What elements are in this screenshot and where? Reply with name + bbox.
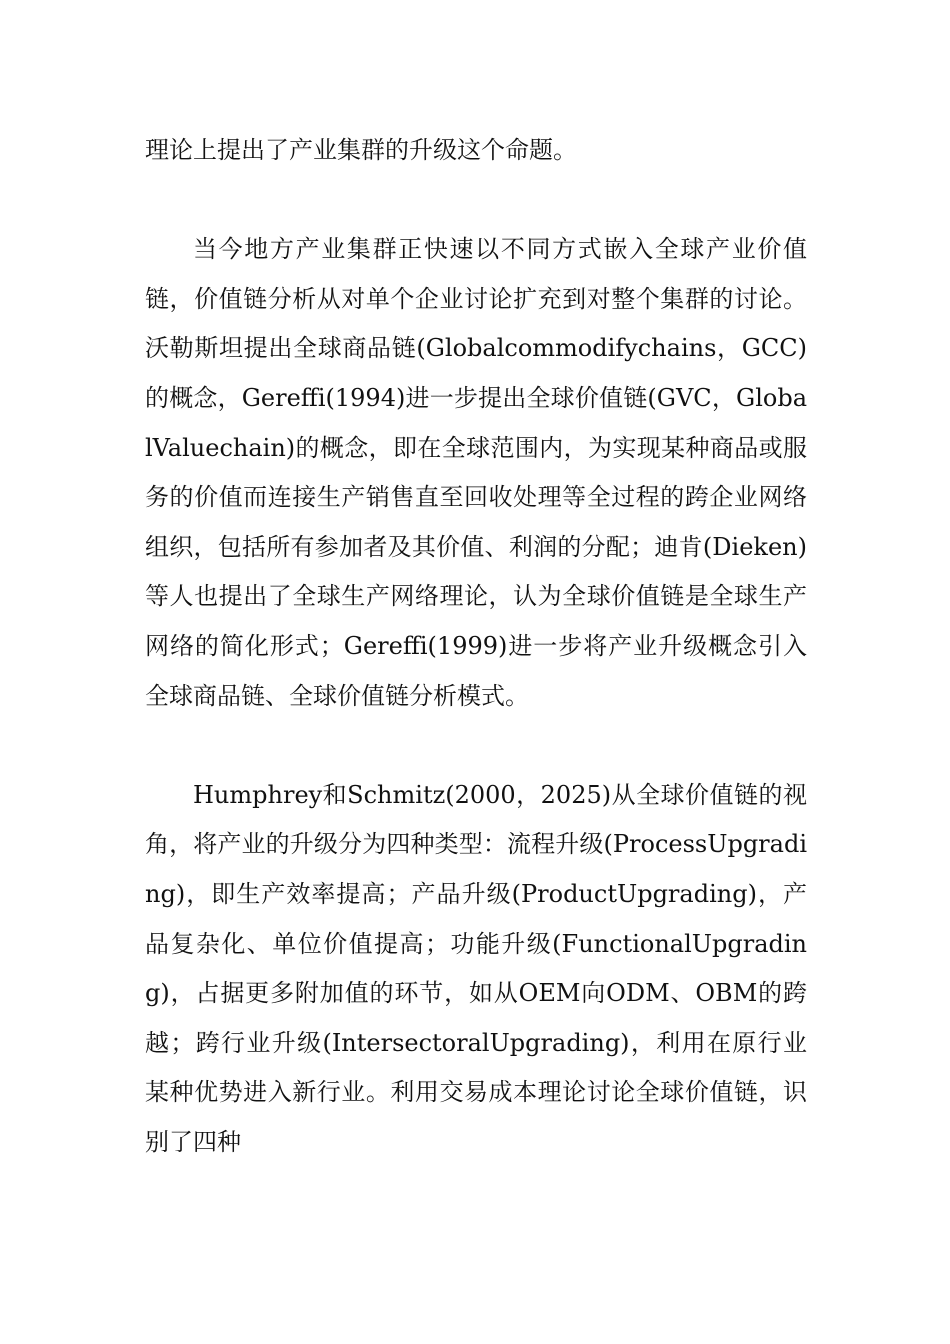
paragraph-spacer (145, 176, 807, 226)
paragraph-spacer (145, 721, 807, 771)
paragraph-continuation: 理论上提出了产业集群的升级这个命题。 (145, 136, 577, 164)
paragraph-upgrading-types: Humphrey和Schmitz(2000，2025)从全球价值链的视角，将产业的升级分为四种类型：流程升级(ProcessUpgrading)，即生产效率提高；产品升级(ProductUpgrading)，产品复杂化、单位价值提高；功能升级(FunctionalUpgrading)，占据更多附加值的环节，如从OEM向ODM、OBM的跨越；跨行业升级(IntersectoralUpgrading)，利用在原行业某种优势进入新行业。利用交易成本理论讨论全球价值链，识别了四种 (145, 780, 807, 1156)
paragraph-global-value-chain: 当今地方产业集群正快速以不同方式嵌入全球产业价值链，价值链分析从对单个企业讨论扩充到对整个集群的讨论。沃勒斯坦提出全球商品链(Globalcommodifychains，GCC)的概念，Gereffi(1994)进一步提出全球价值链(GVC，GlobalValuechain)的概念，即在全球范围内，为实现某种商品或服务的价值而连接生产销售直至回收处理等全过程的跨企业网络组织，包括所有参加者及其价值、利润的分配；迪肯(Dieken)等人也提出了全球生产网络理论，认为全球价值链是全球生产网络的简化形式；Gereffi(1999)进一步将产业升级概念引入全球商品链、全球价值链分析模式。 (145, 235, 807, 710)
document-body (145, 126, 807, 1167)
